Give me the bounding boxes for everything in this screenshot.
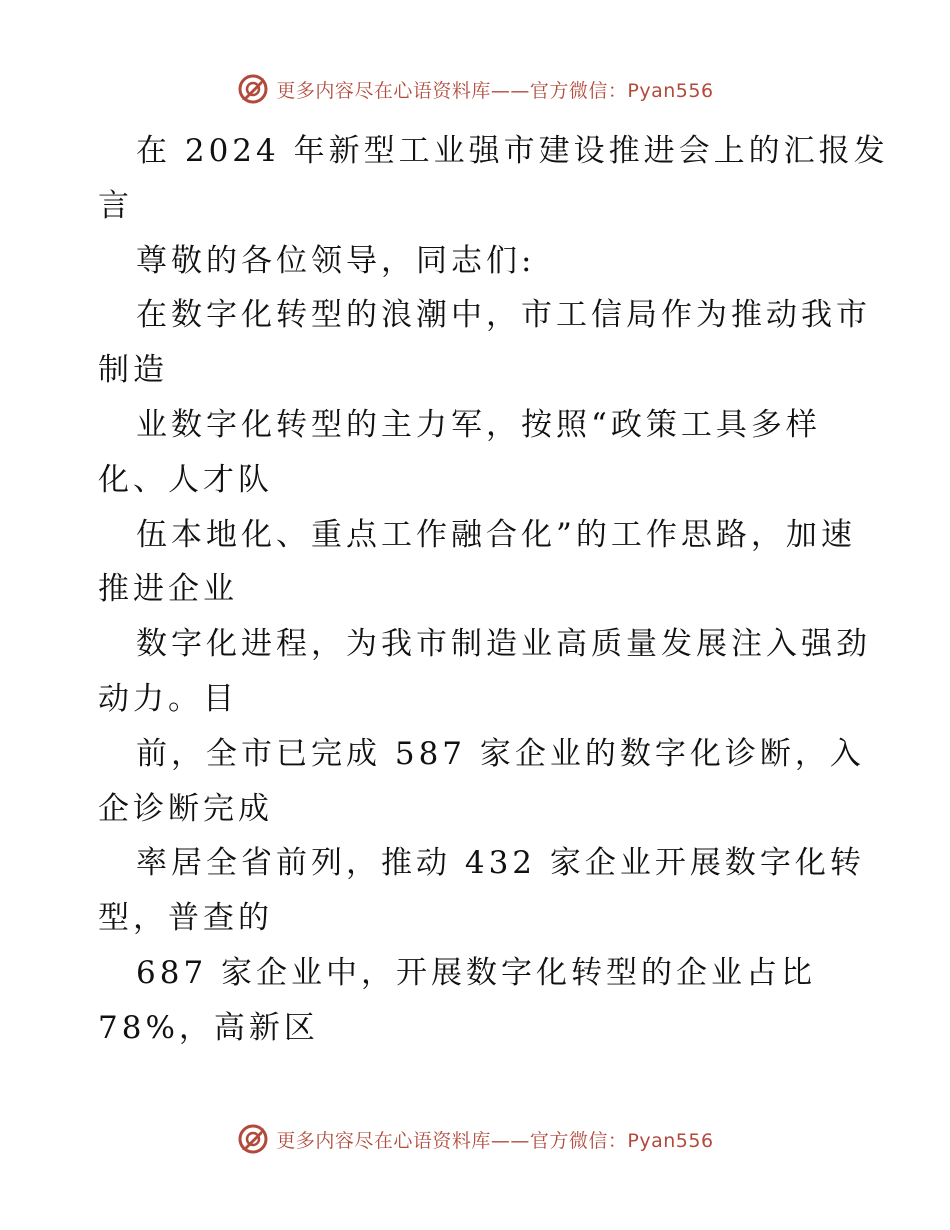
body-line: 化、人才队: [98, 461, 273, 498]
body-line: 78%，高新区: [98, 1009, 319, 1046]
document-body: [98, 124, 889, 1056]
footer-watermark-banner: [0, 1122, 950, 1156]
body-line: 前，全市已完成 587 家企业的数字化诊断，入: [136, 735, 865, 772]
body-line: 型，普查的: [98, 900, 273, 937]
body-line: 动力。目: [98, 680, 238, 717]
title-line-2: 言: [98, 187, 133, 224]
salutation-line: 尊敬的各位领导，同志们:: [136, 242, 536, 279]
body-line: 制造: [98, 352, 168, 389]
body-line: 推进企业: [98, 571, 238, 608]
pen-logo-icon: [236, 1122, 270, 1156]
pen-logo-icon: [236, 72, 270, 106]
title-line-1: 在 2024 年新型工业强市建设推进会上的汇报发: [136, 133, 889, 169]
footer-banner-text: 更多内容尽在心语资料库——官方微信：Pyan556: [276, 1129, 714, 1152]
body-line: 企诊断完成: [98, 790, 273, 827]
body-line: 伍本地化、重点工作融合化”的工作思路，加速: [136, 516, 856, 553]
body-line: 数字化进程，为我市制造业高质量发展注入强劲: [136, 626, 871, 663]
body-line: 率居全省前列，推动 432 家企业开展数字化转: [136, 845, 865, 882]
header-watermark-banner: [0, 72, 950, 106]
header-banner-text: 更多内容尽在心语资料库——官方微信：Pyan556: [276, 79, 714, 102]
body-line: 687 家企业中，开展数字化转型的企业占比: [136, 954, 817, 991]
body-line: 业数字化转型的主力军，按照“政策工具多样: [136, 406, 821, 443]
body-line: 在数字化转型的浪潮中，市工信局作为推动我市: [136, 297, 871, 334]
